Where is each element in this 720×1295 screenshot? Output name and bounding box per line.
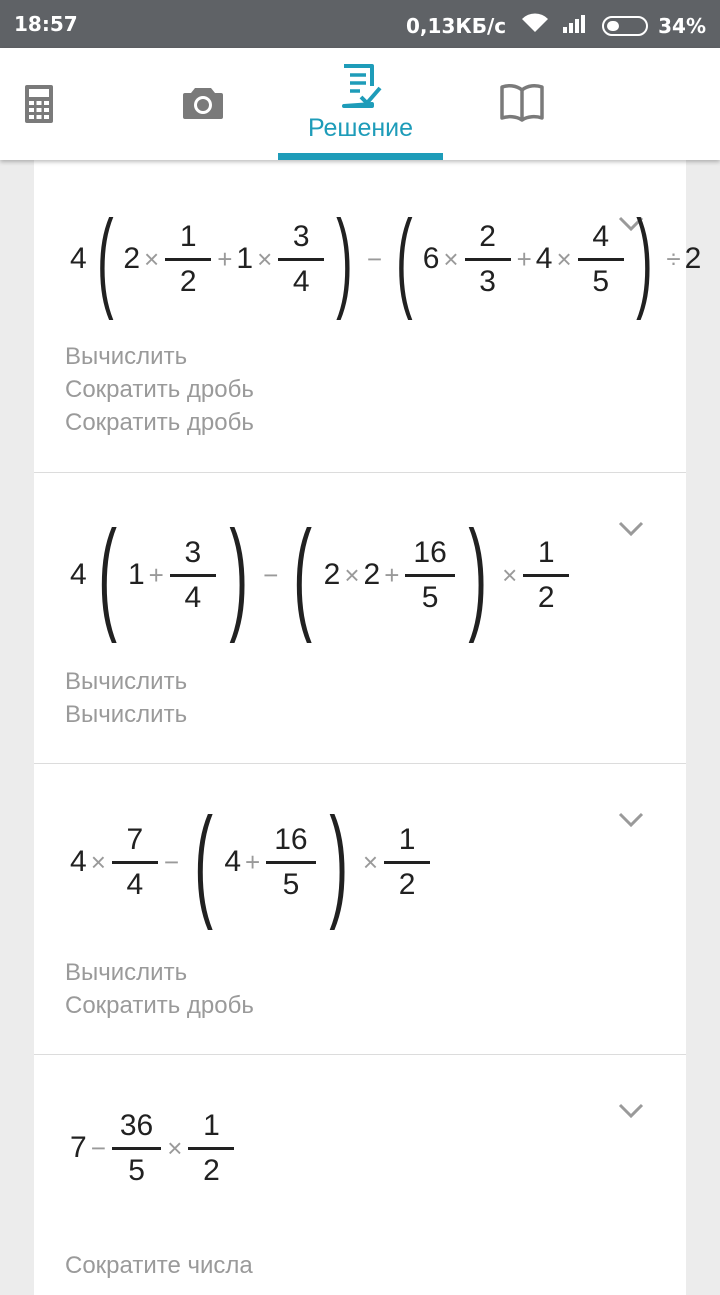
action-label[interactable]: Сократить дробь: [65, 376, 254, 403]
tab-solution-label: Решение: [307, 114, 414, 142]
action-label[interactable]: Сократите числа: [65, 1252, 253, 1279]
step-actions: [65, 956, 254, 1022]
step-actions: [65, 1249, 253, 1282]
wifi-icon: [520, 12, 550, 39]
battery-icon: [602, 16, 648, 36]
step-expression: 4 ( 2 × $\frac{1}{2}$ + 1 × $\frac{3}{4}$ ) − ( 6 × $\frac{2}{3}$ + 4 × $\frac{4}{5}$ ) ÷ 2: [70, 197, 702, 321]
status-bar: [0, 0, 720, 48]
tab-solution[interactable]: [278, 48, 443, 160]
tab-calculator[interactable]: [0, 48, 80, 160]
step-card[interactable]: [34, 764, 686, 1055]
active-tab-indicator: [278, 153, 443, 160]
camera-icon: [182, 86, 224, 120]
checklist-icon: [341, 64, 383, 110]
calculator-icon: [24, 84, 54, 124]
step-card[interactable]: [34, 473, 686, 764]
action-label[interactable]: Вычислить: [65, 668, 188, 695]
tab-bar: [0, 48, 720, 160]
chevron-down-icon[interactable]: [618, 812, 644, 828]
network-speed: 0,13КБ/с: [406, 13, 507, 38]
step-expression: 4 ( 1 + $\frac{3}{4}$ ) − ( 2 × 2 + $\frac{16}{5}$ ) × $\frac{1}{2}$: [70, 515, 571, 635]
action-label[interactable]: Вычислить: [65, 959, 188, 986]
step-actions: [65, 665, 187, 731]
step-expression: 7 − $\frac{36}{5}$ × $\frac{1}{2}$: [70, 1093, 236, 1203]
step-actions: [65, 340, 254, 439]
action-label[interactable]: Вычислить: [65, 343, 188, 370]
action-label[interactable]: Сократить дробь: [65, 992, 254, 1019]
step-card[interactable]: [34, 1055, 686, 1295]
action-label[interactable]: Вычислить: [65, 701, 188, 728]
book-icon: [500, 82, 544, 122]
signal-icon: [562, 12, 590, 39]
chevron-down-icon[interactable]: [618, 1103, 644, 1119]
tab-book[interactable]: [480, 48, 564, 160]
battery-percent: 34%: [658, 13, 706, 38]
step-card[interactable]: [34, 160, 702, 473]
step-expression: 4 × $\frac{7}{4}$ − ( 4 + $\frac{16}{5}$ ) × $\frac{1}{2}$: [70, 802, 432, 922]
tab-camera[interactable]: [158, 48, 248, 160]
chevron-down-icon[interactable]: [618, 521, 644, 537]
action-label[interactable]: Сократить дробь: [65, 409, 254, 436]
status-time: 18:57: [14, 12, 78, 36]
